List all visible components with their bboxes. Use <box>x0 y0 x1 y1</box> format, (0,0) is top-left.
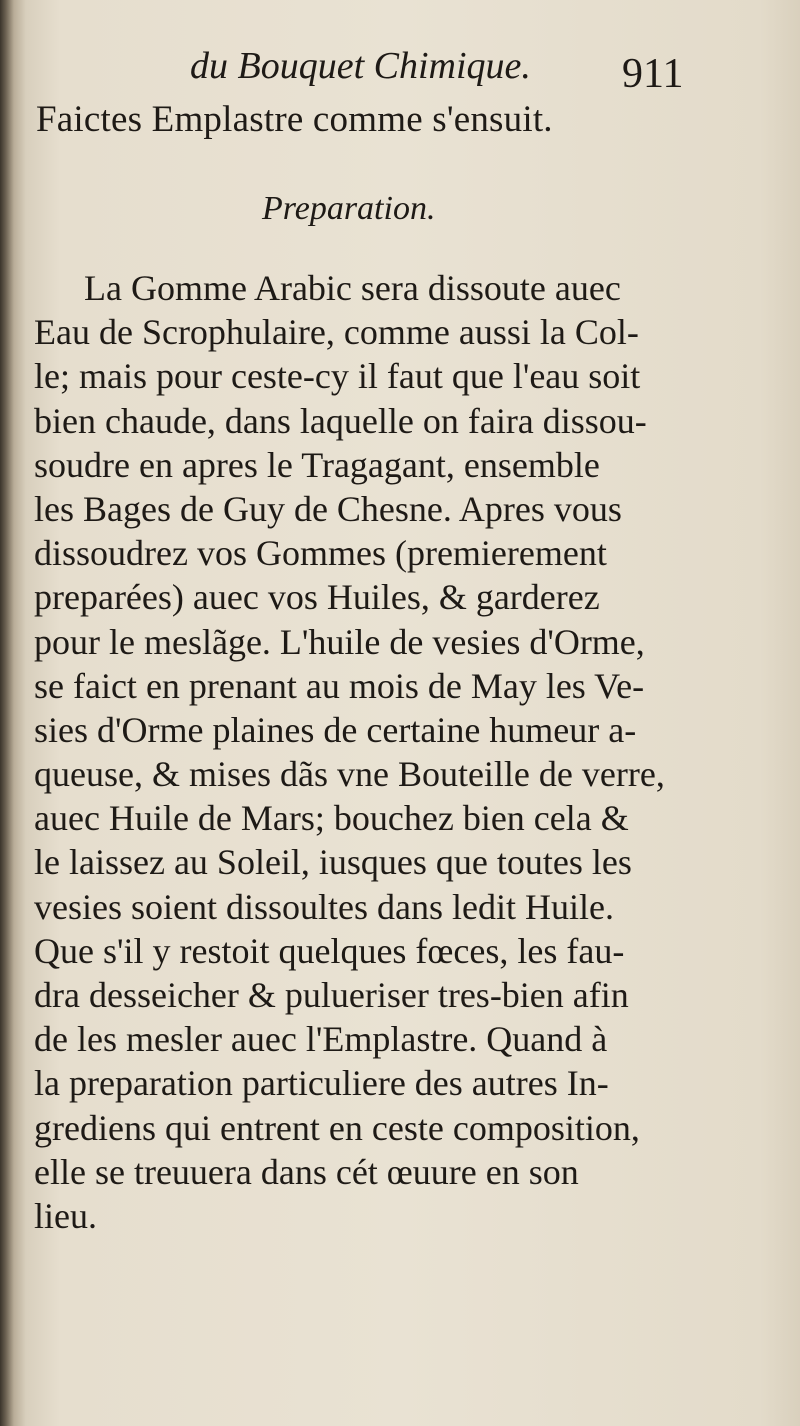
text-line: preparées) auec vos Huiles, & garderez <box>34 577 600 618</box>
page-number: 911 <box>622 51 684 97</box>
text-line: la preparation particuliere des autres In- <box>34 1063 609 1104</box>
text-line: Que s'il y restoit quelques fœces, les fau- <box>34 930 625 971</box>
text-line: sies d'Orme plaines de certaine humeur a- <box>34 709 637 750</box>
text-line: se faict en prenant au mois de May les Ve- <box>34 665 645 706</box>
text-line: dra desseicher & pulueriser tres-bien afin <box>34 975 629 1015</box>
running-title: du Bouquet Chimique. <box>190 45 531 87</box>
page-header <box>0 44 800 104</box>
text-line: grediens qui entrent en ceste composition, <box>34 1107 640 1148</box>
text-line: les Bages de Guy de Chesne. Apres vous <box>34 488 622 529</box>
text-line: soudre en apres le Tragagant, ensemble <box>34 444 600 485</box>
text-line: de les mesler auec l'Emplastre. Quand à <box>34 1019 608 1060</box>
text-line: pour le meslãge. L'huile de vesies d'Orme, <box>34 621 645 662</box>
text-line: La Gomme Arabic sera dissoute auec <box>84 268 621 308</box>
text-line: bien chaude, dans laquelle on faira dissou- <box>34 400 647 441</box>
text-line: le; mais pour ceste-cy il faut que l'eau soit <box>34 356 641 397</box>
text-line: vesies soient dissoultes dans ledit Huile. <box>34 886 614 927</box>
section-heading: Preparation. <box>262 190 436 227</box>
text-line: auec Huile de Mars; bouchez bien cela & <box>34 798 629 839</box>
text-line: le laissez au Soleil, iusques que toutes les <box>34 842 632 883</box>
text-line: dissoudrez vos Gommes (premierement <box>34 533 607 574</box>
body-paragraph <box>34 266 694 1238</box>
text-line: elle se treuuera dans cét œuure en son <box>34 1151 579 1192</box>
text-line: lieu. <box>34 1195 97 1236</box>
text-line: queuse, & mises dãs vne Bouteille de verre, <box>34 754 665 795</box>
text-line: Eau de Scrophulaire, comme aussi la Col- <box>34 312 639 353</box>
lead-line: Faictes Emplastre comme s'ensuit. <box>36 99 553 140</box>
